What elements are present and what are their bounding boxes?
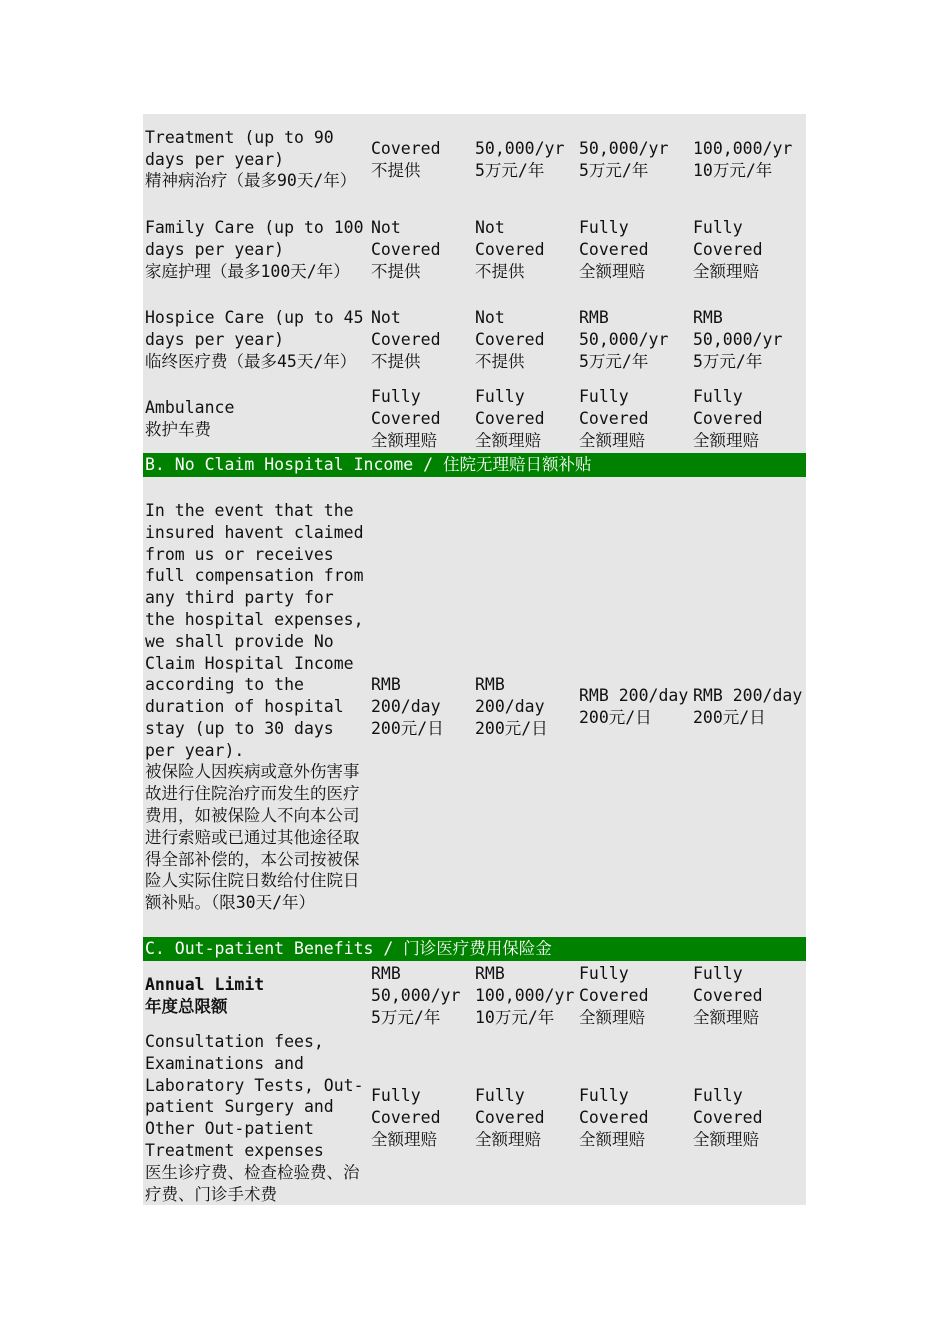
table-row <box>143 295 806 385</box>
plan-4-value: RMB 50,000/yr 5万元/年 <box>693 308 783 371</box>
benefit-label: Family Care (up to 100 days per year) 家庭护理（最多100天/年） <box>145 218 364 281</box>
plan-3-value: Fully Covered 全额理赔 <box>579 387 649 450</box>
benefit-label: Hospice Care (up to 45 days per year) 临终医疗费（最多45天/年） <box>145 308 364 371</box>
table-row <box>143 385 806 453</box>
table-row <box>143 1031 806 1205</box>
plan-4-value: Fully Covered 全额理赔 <box>693 218 763 281</box>
plan-3-value: RMB 200/day 200元/日 <box>579 686 689 727</box>
plan-3-value: Fully Covered 全额理赔 <box>579 218 649 281</box>
benefit-label: Consultation fees, Examinations and Laboratory Tests, Out-patient Surgery and Other Out-patient Treatment expenses 医生诊疗费、检查检验费、治疗费、门诊手术费 <box>145 1032 364 1204</box>
plan-1-value: Covered 不提供 <box>371 138 441 180</box>
plan-2-value: RMB 100,000/yr 10万元/年 <box>475 964 575 1027</box>
plan-3-value: 50,000/yr 5万元/年 <box>579 138 669 180</box>
plan-1-value: Not Covered 不提供 <box>371 308 441 371</box>
section-header-row <box>143 453 806 477</box>
plan-2-value: RMB 200/day 200元/日 <box>475 675 548 738</box>
plan-3-value: Fully Covered 全额理赔 <box>579 964 649 1027</box>
annual-limit-label: Annual Limit 年度总限额 <box>145 975 265 1016</box>
plan-1-value: RMB 50,000/yr 5万元/年 <box>371 964 461 1027</box>
plan-2-value: Not Covered 不提供 <box>475 308 545 371</box>
plan-2-value: Fully Covered 全额理赔 <box>475 387 545 450</box>
plan-2-value: 50,000/yr 5万元/年 <box>475 138 565 180</box>
section-c-header: C. Out-patient Benefits / 门诊医疗费用保险金 <box>143 937 806 961</box>
plan-4-value: Fully Covered 全额理赔 <box>693 387 763 450</box>
plan-4-value: 100,000/yr 10万元/年 <box>693 138 793 180</box>
benefit-label: In the event that the insured havent claimed from us or receives full compensation from any third party for the hospital expenses, we shall provide No Claim Hospital Income according to the duration of hospital stay (up to 30 days per year). 被保险人因疾病或意外伤害事故进行住院治疗而发生的医疗费用，如被保险人不向本公司进行索赔或已通过其他途径取得全部补偿的，本公司按被保险人实际住院日数给付住院日额补贴。（限30天/年） <box>145 500 364 913</box>
benefit-label: Treatment (up to 90 days per year) 精神病治疗（最多90天/年） <box>145 127 357 191</box>
plan-1-value: Not Covered 不提供 <box>371 218 441 281</box>
plan-1-value: Fully Covered 全额理赔 <box>371 1086 441 1150</box>
plan-4-value: Fully Covered 全额理赔 <box>693 964 763 1027</box>
benefit-label: Ambulance 救护车费 <box>145 398 235 439</box>
plan-1-value: Fully Covered 全额理赔 <box>371 387 441 450</box>
benefits-table-page <box>143 114 806 1205</box>
plan-2-value: Not Covered 不提供 <box>475 218 545 281</box>
plan-1-value: RMB 200/day 200元/日 <box>371 675 444 738</box>
plan-4-value: Fully Covered 全额理赔 <box>693 1086 763 1150</box>
plan-3-value: Fully Covered 全额理赔 <box>579 1086 649 1150</box>
benefits-table <box>143 114 806 1205</box>
table-row <box>143 477 806 937</box>
table-row <box>143 205 806 295</box>
section-header-row <box>143 937 806 961</box>
plan-4-value: RMB 200/day 200元/日 <box>693 686 803 727</box>
plan-2-value: Fully Covered 全额理赔 <box>475 1086 545 1150</box>
table-row <box>143 961 806 1031</box>
section-b-header: B. No Claim Hospital Income / 住院无理赔日额补贴 <box>143 453 806 477</box>
plan-3-value: RMB 50,000/yr 5万元/年 <box>579 308 669 371</box>
table-row <box>143 114 806 205</box>
